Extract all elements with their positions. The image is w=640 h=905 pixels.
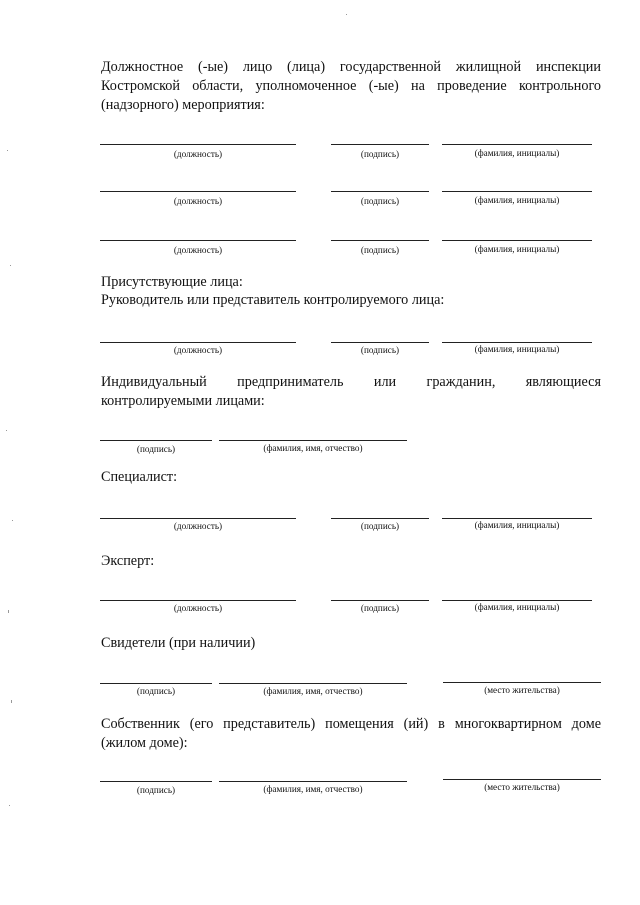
- position-caption: (должность): [173, 196, 223, 206]
- name-line[interactable]: [442, 518, 592, 519]
- residence-caption: (место жительства): [484, 782, 560, 792]
- position-line[interactable]: [100, 342, 296, 343]
- manager-heading: Руководитель или представитель контролируемого лица:: [101, 292, 445, 308]
- full-name-line[interactable]: [219, 440, 407, 441]
- name-line[interactable]: [442, 191, 592, 192]
- position-caption: (должность): [173, 521, 223, 531]
- signature-line[interactable]: [331, 342, 429, 343]
- residence-line[interactable]: [443, 779, 601, 780]
- signature-caption: (подпись): [360, 521, 400, 531]
- scan-speck: [346, 14, 347, 15]
- signature-caption: (подпись): [360, 245, 400, 255]
- scan-speck: [7, 150, 8, 151]
- name-line[interactable]: [442, 144, 592, 145]
- name-caption: (фамилия, инициалы): [474, 602, 560, 612]
- signature-caption: (подпись): [360, 345, 400, 355]
- signature-caption: (подпись): [360, 149, 400, 159]
- signature-line[interactable]: [331, 144, 429, 145]
- expert-heading: Эксперт:: [101, 553, 155, 569]
- signature-caption: (подпись): [136, 444, 176, 454]
- scan-speck: [8, 610, 9, 613]
- specialist-heading: Специалист:: [101, 469, 178, 485]
- scan-speck: [6, 430, 7, 431]
- full-name-line[interactable]: [219, 781, 407, 782]
- position-line[interactable]: [100, 240, 296, 241]
- name-caption: (фамилия, инициалы): [474, 148, 560, 158]
- name-caption: (фамилия, инициалы): [474, 195, 560, 205]
- signature-line[interactable]: [331, 518, 429, 519]
- scan-speck: [9, 805, 10, 806]
- signature-line[interactable]: [331, 600, 429, 601]
- position-line[interactable]: [100, 600, 296, 601]
- position-caption: (должность): [173, 149, 223, 159]
- witness-heading: Свидетели (при наличии): [101, 635, 256, 651]
- residence-caption: (место жительства): [484, 685, 560, 695]
- name-caption: (фамилия, инициалы): [474, 344, 560, 354]
- position-line[interactable]: [100, 191, 296, 192]
- position-caption: (должность): [173, 345, 223, 355]
- present-heading: Присутствующие лица:: [101, 274, 243, 290]
- scan-speck: [10, 265, 11, 266]
- signature-caption: (подпись): [360, 603, 400, 613]
- signature-caption: (подпись): [136, 785, 176, 795]
- name-caption: (фамилия, инициалы): [474, 244, 560, 254]
- signature-line[interactable]: [331, 191, 429, 192]
- full-name-line[interactable]: [219, 683, 407, 684]
- position-caption: (должность): [173, 603, 223, 613]
- position-caption: (должность): [173, 245, 223, 255]
- position-line[interactable]: [100, 144, 296, 145]
- name-caption: (фамилия, инициалы): [474, 520, 560, 530]
- signature-caption: (подпись): [360, 196, 400, 206]
- full-name-caption: (фамилия, имя, отчество): [263, 443, 363, 453]
- scan-speck: [12, 520, 13, 521]
- signature-caption: (подпись): [136, 686, 176, 696]
- name-line[interactable]: [442, 600, 592, 601]
- scan-speck: [11, 700, 12, 703]
- position-line[interactable]: [100, 518, 296, 519]
- full-name-caption: (фамилия, имя, отчество): [263, 686, 363, 696]
- owner-heading: Собственник (его представитель) помещения (ий) в многоквартирном доме (жилом доме):: [101, 716, 601, 751]
- entrepreneur-heading: Индивидуальный предприниматель или гражданин, являющиеся контролируемыми лицами:: [101, 374, 601, 409]
- signature-line[interactable]: [100, 781, 212, 782]
- full-name-caption: (фамилия, имя, отчество): [263, 784, 363, 794]
- officials-paragraph: Должностное (-ые) лицо (лица) государственной жилищной инспекции Костромской области, уполномоченное (-ые) на проведение контрольного (надзорного) мероприятия:: [101, 59, 601, 113]
- residence-line[interactable]: [443, 682, 601, 683]
- signature-line[interactable]: [100, 683, 212, 684]
- signature-line[interactable]: [100, 440, 212, 441]
- signature-line[interactable]: [331, 240, 429, 241]
- name-line[interactable]: [442, 240, 592, 241]
- name-line[interactable]: [442, 342, 592, 343]
